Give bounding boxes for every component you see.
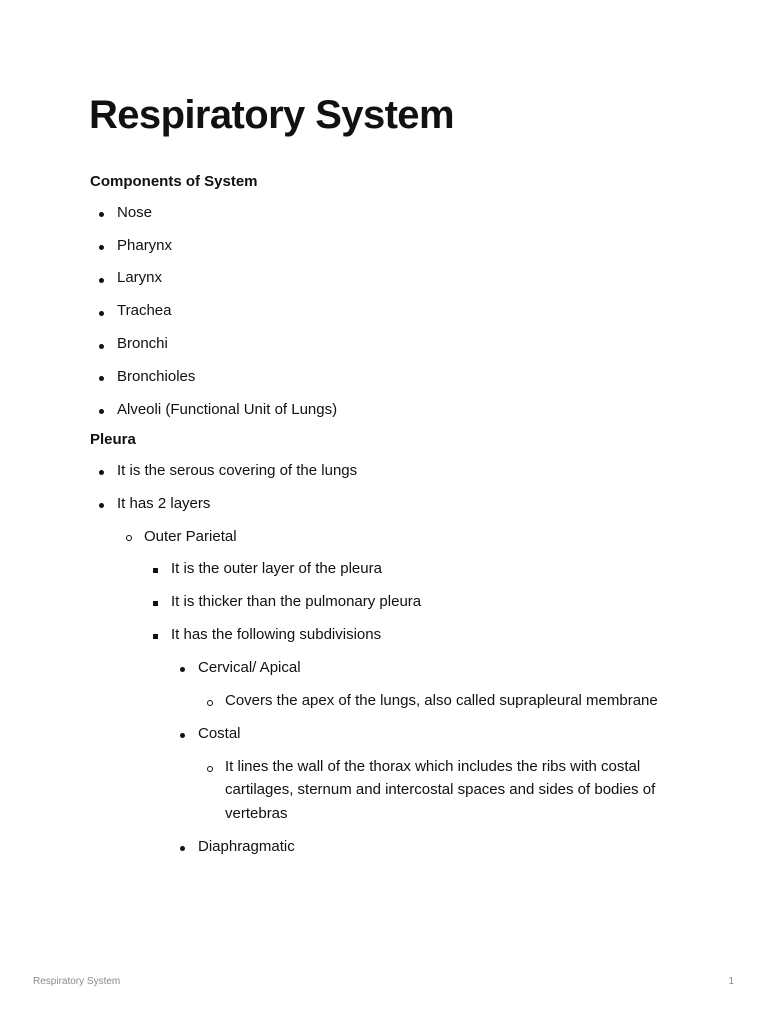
nested-list-container	[117, 553, 690, 863]
list-item: Pharynx	[90, 229, 690, 262]
subdivision-detail-list	[198, 750, 690, 830]
subdivision-detail-list	[198, 684, 690, 717]
section-heading-pleura: Pleura	[90, 431, 136, 449]
components-list	[90, 196, 690, 426]
footer-title: Respiratory System	[33, 976, 121, 987]
nested-list-container	[144, 651, 690, 862]
bullet-circle-icon	[126, 535, 132, 541]
subdivisions-list	[171, 830, 690, 863]
footer-page-number: 1	[728, 976, 734, 987]
list-item: It lines the wall of the thorax which includes the ribs with costal cartilages, sternum and intercostal spaces and sides of bodies of vertebras	[198, 750, 690, 830]
subdivisions-list	[171, 717, 690, 750]
bullet-square-icon	[153, 568, 158, 573]
list-item: Nose	[90, 196, 690, 229]
list-item: Larynx	[90, 262, 690, 295]
bullet-disc-icon	[99, 212, 104, 217]
bullet-square-icon	[153, 601, 158, 606]
page-title: Respiratory System	[89, 93, 454, 137]
subdivisions-wrapper	[144, 651, 690, 862]
bullet-disc-icon	[99, 503, 104, 508]
pleura-list	[90, 454, 690, 520]
outer-parietal-wrapper	[117, 553, 690, 863]
list-item: It is thicker than the pulmonary pleura	[144, 586, 690, 619]
list-item: Costal	[171, 717, 690, 750]
list-item: It has the following subdivisions	[144, 619, 690, 652]
outer-parietal-list	[144, 553, 690, 652]
subdivision-detail-wrapper	[171, 684, 690, 717]
list-item: It is the serous covering of the lungs	[90, 454, 690, 487]
list-item: It is the outer layer of the pleura	[144, 553, 690, 586]
document-body	[90, 168, 690, 863]
bullet-circle-icon	[207, 700, 213, 706]
nested-list-container	[171, 684, 690, 717]
list-item: Diaphragmatic	[171, 830, 690, 863]
subdivisions-list	[171, 651, 690, 684]
list-item: Bronchi	[90, 328, 690, 361]
bullet-disc-icon	[180, 846, 185, 851]
list-item: Bronchioles	[90, 360, 690, 393]
bullet-disc-icon	[180, 667, 185, 672]
bullet-square-icon	[153, 634, 158, 639]
list-item: Cervical/ Apical	[171, 651, 690, 684]
bullet-disc-icon	[99, 470, 104, 475]
list-item: It has 2 layers	[90, 487, 690, 520]
bullet-circle-icon	[207, 766, 213, 772]
bullet-disc-icon	[99, 311, 104, 316]
nested-list-container	[171, 750, 690, 830]
section-heading-components: Components of System	[90, 173, 258, 190]
list-item: Trachea	[90, 295, 690, 328]
subdivision-detail-wrapper	[171, 750, 690, 830]
bullet-disc-icon	[99, 344, 104, 349]
pleura-layers-list	[117, 520, 690, 553]
bullet-disc-icon	[99, 245, 104, 250]
list-item: Covers the apex of the lungs, also called suprapleural membrane	[198, 684, 690, 717]
bullet-disc-icon	[180, 733, 185, 738]
bullet-disc-icon	[99, 376, 104, 381]
bullet-disc-icon	[99, 278, 104, 283]
list-item: Alveoli (Functional Unit of Lungs)	[90, 393, 690, 426]
list-item: Outer Parietal	[117, 520, 690, 553]
bullet-disc-icon	[99, 409, 104, 414]
